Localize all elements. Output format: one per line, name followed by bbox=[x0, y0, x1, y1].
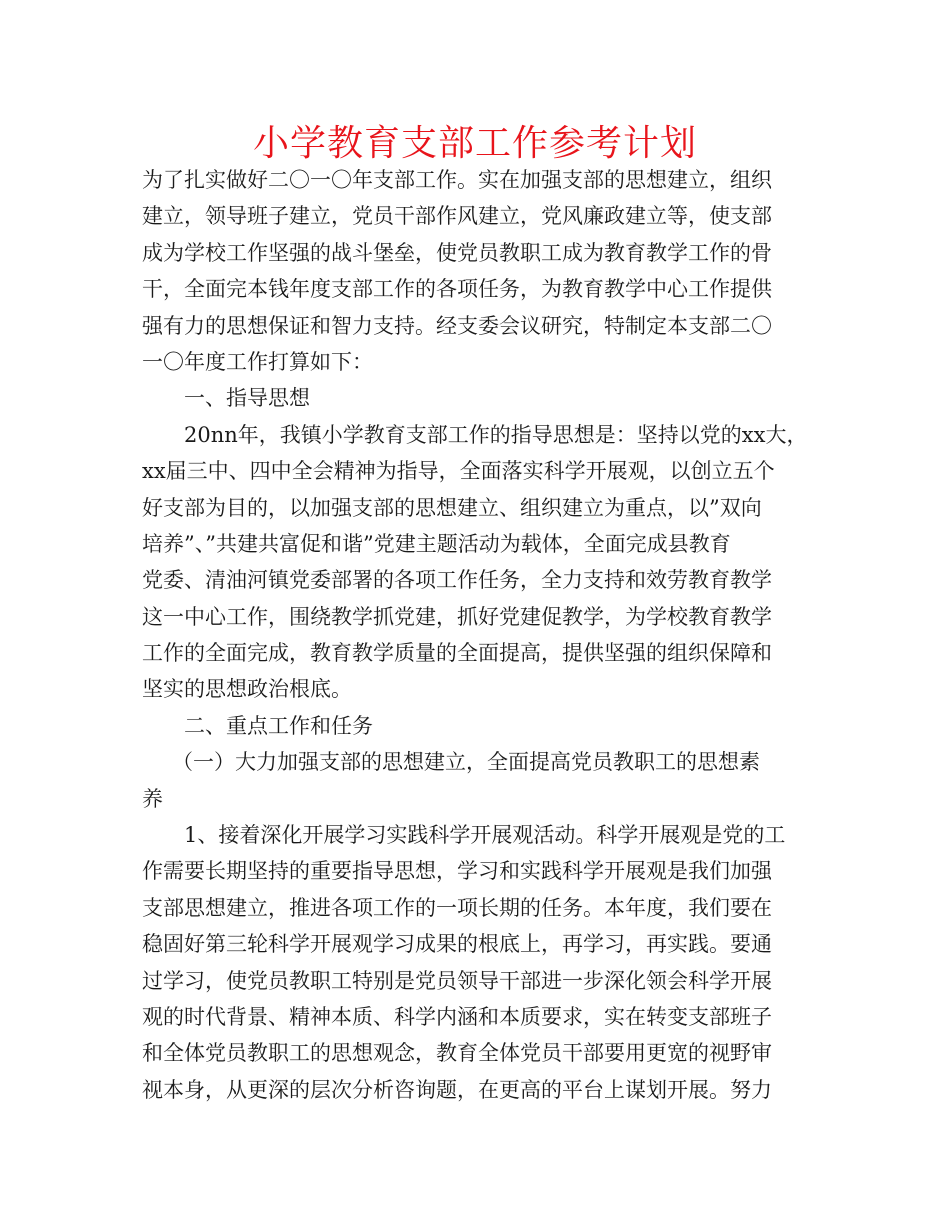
section1-line: 坚实的思想政治根底。 bbox=[142, 677, 352, 702]
section1-line: 这一中心工作，围绕教学抓党建，抓好党建促教学，为学校教育教学 bbox=[142, 604, 772, 629]
subsection-heading: 养 bbox=[142, 786, 163, 811]
intro-line: 成为学校工作坚强的战斗堡垒，使党员教职工成为教育教学工作的骨 bbox=[142, 240, 772, 265]
item1-line: 过学习，使党员教职工特别是党员领导干部进一步深化领会科学开展 bbox=[142, 968, 772, 993]
section1-line: 工作的全面完成，教育教学质量的全面提高，提供坚强的组织保障和 bbox=[142, 641, 772, 666]
section1-line: 20nn年，我镇小学教育支部工作的指导思想是：坚持以党的xx大， bbox=[184, 422, 808, 447]
section1-line: 培养”、”共建共富促和谐”党建主题活动为载体，全面完成县教育 bbox=[142, 531, 731, 556]
document-title: 小学教育支部工作参考计划 bbox=[252, 123, 697, 164]
intro-line: 干，全面完本钱年度支部工作的各项任务，为教育教学中心工作提供 bbox=[142, 277, 772, 302]
item1-line: 视本身，从更深的层次分析咨询题，在更高的平台上谋划开展。努力 bbox=[142, 1077, 772, 1102]
item1-line: 观的时代背景、精神本质、科学内涵和本质要求，实在转变支部班子 bbox=[142, 1004, 772, 1029]
item1-line: 支部思想建立，推进各项工作的一项长期的任务。本年度，我们要在 bbox=[142, 895, 772, 920]
section-heading-key-tasks: 二、重点工作和任务 bbox=[184, 713, 373, 738]
section1-line: 好支部为目的，以加强支部的思想建立、组织建立为重点，以”双向 bbox=[142, 495, 762, 520]
item1-line: 稳固好第三轮科学开展观学习成果的根底上，再学习，再实践。要通 bbox=[142, 932, 772, 957]
section1-line: 党委、清油河镇党委部署的各项工作任务，全力支持和效劳教育教学 bbox=[142, 568, 772, 593]
section-heading-guiding-thought: 一、指导思想 bbox=[184, 386, 310, 411]
intro-line: 一〇年度工作打算如下： bbox=[142, 349, 373, 374]
intro-line: 强有力的思想保证和智力支持。经支委会议研究，特制定本支部二〇 bbox=[142, 313, 772, 338]
intro-line: 建立，领导班子建立，党员干部作风建立，党风廉政建立等，使支部 bbox=[142, 204, 772, 229]
item1-line: 和全体党员教职工的思想观念，教育全体党员干部要用更宽的视野审 bbox=[142, 1041, 772, 1066]
section1-line: xx届三中、四中全会精神为指导，全面落实科学开展观，以创立五个 bbox=[142, 459, 775, 484]
document-body bbox=[142, 162, 814, 1108]
item1-line: 1、接着深化开展学习实践科学开展观活动。科学开展观是党的工 bbox=[184, 823, 786, 848]
item1-line: 作需要长期坚持的重要指导思想，学习和实践科学开展观是我们加强 bbox=[142, 859, 772, 884]
subsection-heading: （一）大力加强支部的思想建立，全面提高党员教职工的思想素 bbox=[172, 750, 760, 775]
intro-line: 为了扎实做好二〇一〇年支部工作。实在加强支部的思想建立，组织 bbox=[142, 168, 772, 192]
